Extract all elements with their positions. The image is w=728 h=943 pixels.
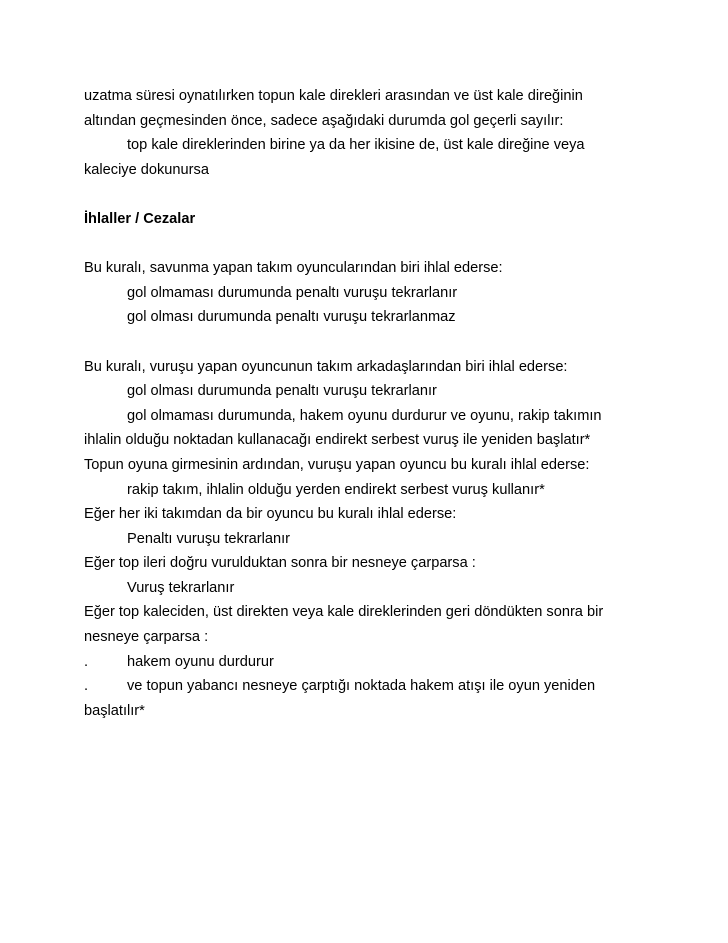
intro-indented-line: top kale direklerinden birine ya da her ikisine de, üst kale direğine veya xyxy=(127,137,585,154)
attacking-item-2-continuation: ihlalin olduğu noktadan kullanacağı endirekt serbest vuruş ile yeniden başlatır* xyxy=(84,432,591,449)
section-heading: İhlaller / Cezalar xyxy=(84,210,196,227)
bullet-mark: . xyxy=(84,653,89,670)
rebound-item-2-text: ve topun yabancı nesneye çarptığı noktada hakem atışı ile oyun yeniden xyxy=(127,678,596,695)
rebound-lead-continuation: nesneye çarparsa : xyxy=(84,629,209,646)
intro-line-2: altından geçmesinden önce, sadece aşağıdaki durumda gol geçerli sayılır: xyxy=(84,112,564,129)
kicker-item: rakip takım, ihlalin olduğu yerden endirekt serbest vuruş kullanır* xyxy=(127,481,545,498)
rebound-item-1 xyxy=(84,650,694,675)
attacking-item-1: gol olması durumunda penaltı vuruşu tekrarlanır xyxy=(127,383,437,400)
defending-item-1: gol olmaması durumunda penaltı vuruşu tekrarlanır xyxy=(127,284,458,301)
rebound-lead: Eğer top kaleciden, üst direkten veya kale direklerinden geri döndükten sonra bir xyxy=(84,604,604,621)
rebound-item-2-continuation: başlatılır* xyxy=(84,702,145,719)
attacking-item-2: gol olmaması durumunda, hakem oyunu durdurur ve oyunu, rakip takımın xyxy=(127,407,602,424)
spacer xyxy=(84,232,694,257)
spacer xyxy=(84,330,694,355)
rebound-item-1-text: hakem oyunu durdurur xyxy=(127,653,274,670)
bullet-mark: . xyxy=(84,678,89,695)
forward-lead: Eğer top ileri doğru vurulduktan sonra bir nesneye çarparsa : xyxy=(84,555,476,572)
rebound-item-2 xyxy=(84,674,694,699)
both-lead: Eğer her iki takımdan da bir oyuncu bu kuralı ihlal ederse: xyxy=(84,506,457,523)
kicker-lead: Topun oyuna girmesinin ardından, vuruşu yapan oyuncu bu kuralı ihlal ederse: xyxy=(84,456,590,473)
both-item: Penaltı vuruşu tekrarlanır xyxy=(127,530,291,547)
forward-item: Vuruş tekrarlanır xyxy=(127,579,235,596)
document-page xyxy=(84,84,694,723)
intro-line-1: uzatma süresi oynatılırken topun kale direkleri arasından ve üst kale direğinin xyxy=(84,88,583,104)
defending-item-2: gol olması durumunda penaltı vuruşu tekrarlanmaz xyxy=(127,309,456,326)
attacking-lead: Bu kuralı, vuruşu yapan oyuncunun takım arkadaşlarından biri ihlal ederse: xyxy=(84,358,568,375)
spacer xyxy=(84,182,694,207)
intro-continuation: kaleciye dokunursa xyxy=(84,161,209,178)
defending-lead: Bu kuralı, savunma yapan takım oyuncularından biri ihlal ederse: xyxy=(84,260,503,277)
